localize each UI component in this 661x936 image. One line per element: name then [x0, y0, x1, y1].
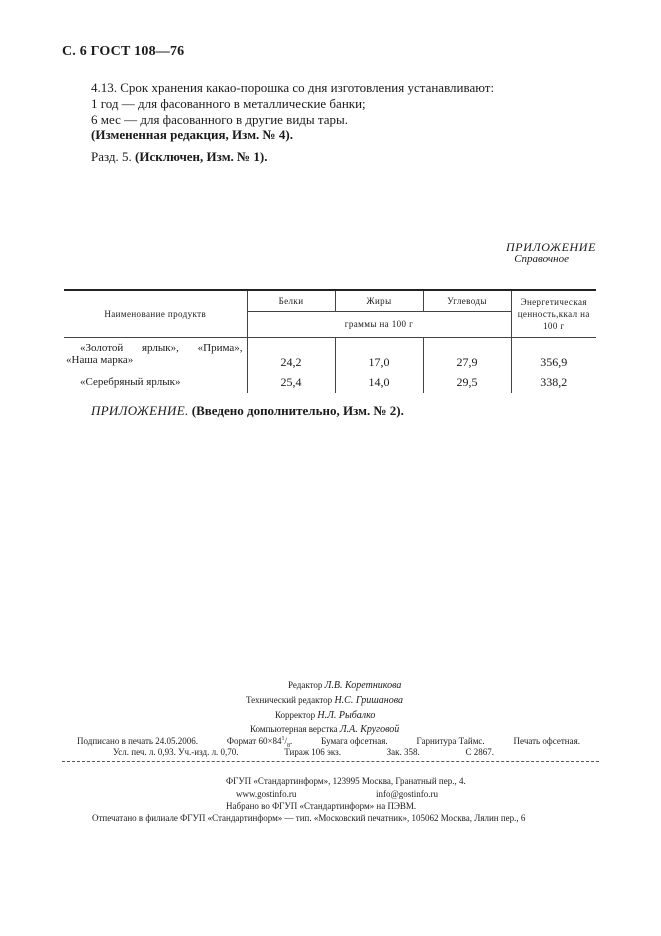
- product-name: [64, 337, 247, 371]
- header-energy: [511, 290, 596, 337]
- print-format-suffix: .: [290, 736, 293, 746]
- table-row: [64, 337, 596, 371]
- section-4-13-line1: 4.13. Срок хранения какао-порошка со дня изготовления устанавливают:: [91, 80, 495, 95]
- section-5-excluded: (Исключен, Изм. № 1).: [135, 149, 268, 164]
- cell-fat: 17,0: [335, 337, 423, 371]
- print-method: Печать офсетная.: [513, 736, 580, 746]
- header-energy-line1: Энергетическая: [520, 296, 587, 307]
- print-signed: Подписано в печать 24.05.2006.: [77, 736, 199, 746]
- credit-layout-role: Компьютерная верстка: [250, 724, 338, 734]
- header-carbs: Углеводы: [423, 290, 511, 311]
- credit-tech-editor-name: Н.С. Гришанова: [334, 695, 404, 706]
- product-name-line2: «Наша марка»: [66, 353, 134, 366]
- print-code: С 2867.: [465, 747, 494, 757]
- cell-energy: 356,9: [511, 337, 596, 371]
- page-header: С. 6 ГОСТ 108—76: [62, 44, 185, 59]
- print-paper: Бумага офсетная.: [321, 736, 388, 746]
- credit-editor-name: Л.В. Коретникова: [324, 680, 402, 691]
- footer-typeset: Набрано во ФГУП «Стандартинформ» на ПЭВМ.: [226, 801, 417, 811]
- nutrition-table: [64, 289, 596, 393]
- product-name: «Серебряный ярлык»: [80, 376, 181, 388]
- product-name-word: «Прима»,: [197, 341, 243, 354]
- print-format: Формат $60\times 84^1/_8$.: [226, 736, 293, 749]
- credit-layout: [250, 724, 399, 735]
- print-format-prefix: Формат 60×84: [226, 736, 282, 746]
- print-font: Гарнитура Таймс.: [416, 736, 485, 746]
- section-4-13-amendment: (Измененная редакция, Изм. № 4).: [91, 127, 293, 142]
- product-name-word: «Золотой: [80, 341, 124, 354]
- divider: [62, 761, 599, 762]
- footer-printed: Отпечатано в филиале ФГУП «Стандартинформ» — тип. «Московский печатник», 105062 Москва, Лялин пер., 6: [92, 813, 526, 823]
- appendix-title: ПРИЛОЖЕНИЕ: [506, 240, 596, 254]
- cell-protein: 25,4: [247, 371, 335, 393]
- credit-editor: [288, 680, 401, 691]
- footer-email: info@gostinfo.ru: [375, 789, 438, 799]
- appendix-subtitle: Справочное: [514, 253, 569, 265]
- header-protein: Белки: [247, 290, 335, 311]
- header-per-100g: граммы на 100 г: [247, 311, 511, 337]
- appendix-note: [91, 403, 404, 419]
- credit-proofreader-role: Корректор: [275, 710, 316, 720]
- header-energy-line3: 100 г: [543, 320, 565, 331]
- print-order: Зак. 358.: [386, 747, 420, 757]
- cell-energy: 338,2: [511, 371, 596, 393]
- footer-site: www.gostinfo.ru: [236, 789, 297, 799]
- appendix-note-label: ПРИЛОЖЕНИЕ.: [91, 403, 189, 418]
- print-sheets: Усл. печ. л. 0,93. Уч.-изд. л. 0,70.: [113, 747, 239, 757]
- cell-protein: 24,2: [247, 337, 335, 371]
- section-4-13-line2: 1 год — для фасованного в металлические банки;: [91, 96, 366, 111]
- header-product: Наименование продуктв: [64, 290, 247, 337]
- credit-proofreader-name: Н.Л. Рыбалко: [317, 710, 376, 721]
- table-row: [64, 371, 596, 393]
- footer-address: ФГУП «Стандартинформ», 123995 Москва, Гранатный пер., 4.: [226, 776, 466, 786]
- section-5-note: [91, 149, 267, 165]
- print-info-line2: [113, 747, 494, 757]
- credit-tech-editor: [246, 695, 403, 706]
- credit-editor-role: Редактор: [288, 680, 323, 690]
- appendix-note-text: (Введено дополнительно, Изм. № 2).: [191, 403, 404, 418]
- header-energy-line2: ценность,ккал на: [517, 308, 590, 319]
- header-fat: Жиры: [335, 290, 423, 311]
- print-format-den: 8: [287, 742, 291, 749]
- credit-proofreader: [275, 710, 375, 721]
- cell-carbs: 27,9: [423, 337, 511, 371]
- credit-tech-editor-role: Технический редактор: [246, 695, 333, 705]
- section-5-prefix: Разд. 5.: [91, 149, 132, 164]
- cell-fat: 14,0: [335, 371, 423, 393]
- product-name-word: ярлык»,: [142, 341, 179, 354]
- section-4-13-line3: 6 мес — для фасованного в другие виды тары.: [91, 112, 348, 127]
- footer-contacts: [236, 789, 438, 799]
- print-run: Тираж 106 экз.: [284, 747, 341, 757]
- print-format-num: 1: [281, 736, 285, 742]
- cell-carbs: 29,5: [423, 371, 511, 393]
- credit-layout-name: Л.А. Круговой: [339, 724, 400, 735]
